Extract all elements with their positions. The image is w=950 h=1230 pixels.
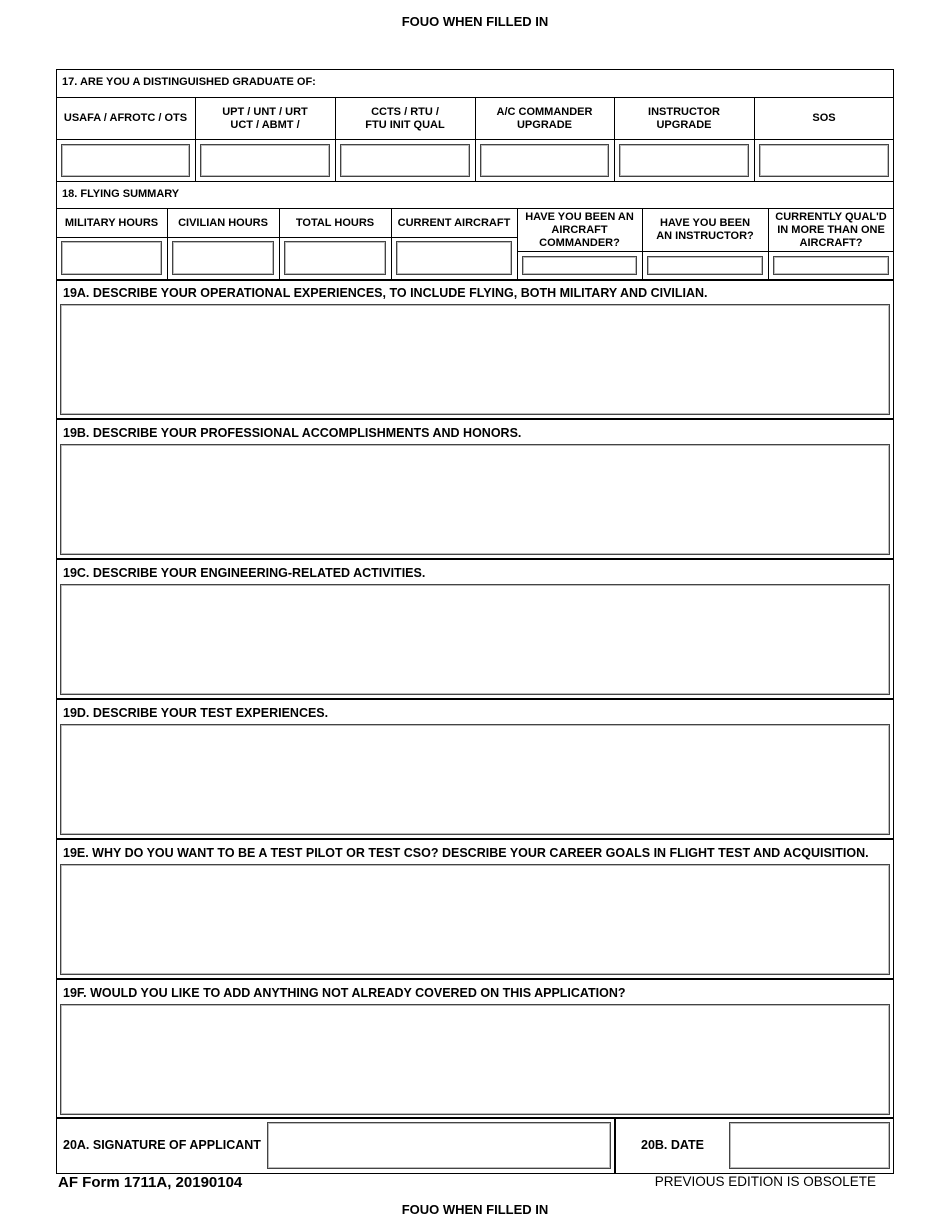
divider	[768, 251, 894, 252]
signature-label: 20A. SIGNATURE OF APPLICANT	[63, 1138, 261, 1152]
divider	[56, 279, 894, 281]
divider	[56, 418, 894, 420]
section-19-textarea[interactable]	[60, 444, 890, 555]
section-18-field[interactable]	[284, 241, 386, 275]
divider	[56, 1117, 894, 1119]
signature-field[interactable]	[267, 1122, 611, 1169]
section-18-column-header: HAVE YOU BEEN AN AIRCRAFT COMMANDER?	[525, 210, 634, 249]
section-17-title: 17. ARE YOU A DISTINGUISHED GRADUATE OF:	[62, 76, 316, 88]
divider	[642, 208, 643, 279]
section-18-field[interactable]	[647, 256, 763, 275]
divider	[279, 208, 280, 279]
divider	[391, 208, 392, 279]
divider	[167, 237, 279, 238]
section-17-field[interactable]	[340, 144, 470, 177]
divider	[56, 978, 894, 980]
section-18-column-header: CURRENTLY QUAL'D IN MORE THAN ONE AIRCRAFT?	[775, 210, 887, 249]
section-17-column-header: SOS	[812, 112, 836, 124]
divider	[517, 251, 642, 252]
date-field[interactable]	[729, 1122, 890, 1169]
section-18-column-header: TOTAL HOURS	[295, 216, 375, 229]
section-18-column-header: CURRENT AIRCRAFT	[397, 216, 511, 229]
divider	[56, 558, 894, 560]
section-19-label: 19C. DESCRIBE YOUR ENGINEERING-RELATED ACTIVITIES.	[63, 566, 426, 580]
divider	[56, 838, 894, 840]
divider	[279, 237, 391, 238]
divider	[517, 208, 518, 279]
section-19-textarea[interactable]	[60, 1004, 890, 1115]
section-18-field[interactable]	[61, 241, 162, 275]
section-19-label: 19D. DESCRIBE YOUR TEST EXPERIENCES.	[63, 706, 329, 720]
divider	[56, 139, 894, 140]
section-17-field[interactable]	[200, 144, 330, 177]
section-18-column-header: HAVE YOU BEEN AN INSTRUCTOR?	[656, 217, 754, 242]
date-label: 20B. DATE	[641, 1138, 704, 1152]
divider	[56, 181, 894, 182]
section-19-textarea[interactable]	[60, 864, 890, 975]
section-19-textarea[interactable]	[60, 584, 890, 695]
divider	[614, 1117, 616, 1174]
edition-note: PREVIOUS EDITION IS OBSOLETE	[654, 1174, 876, 1189]
section-19-label: 19E. WHY DO YOU WANT TO BE A TEST PILOT OR TEST CSO? DESCRIBE YOUR CAREER GOALS IN FLIGHT TEST AND ACQUISITION.	[63, 846, 869, 860]
form-id: AF Form 1711A, 20190104	[58, 1174, 243, 1191]
section-17-column-header: CCTS / RTU / FTU INIT QUAL	[365, 105, 445, 131]
section-17-column-header: USAFA / AFROTC / OTS	[63, 112, 188, 124]
section-17-field[interactable]	[759, 144, 889, 177]
classification-header: FOUO WHEN FILLED IN	[401, 14, 549, 29]
section-19-label: 19B. DESCRIBE YOUR PROFESSIONAL ACCOMPLISHMENTS AND HONORS.	[63, 426, 522, 440]
section-17-field[interactable]	[619, 144, 749, 177]
section-18-title: 18. FLYING SUMMARY	[62, 188, 180, 200]
section-19-label: 19F. WOULD YOU LIKE TO ADD ANYTHING NOT ALREADY COVERED ON THIS APPLICATION?	[63, 986, 626, 1000]
section-17-field[interactable]	[61, 144, 190, 177]
section-19-textarea[interactable]	[60, 304, 890, 415]
divider	[167, 208, 168, 279]
divider	[391, 237, 517, 238]
section-19-label: 19A. DESCRIBE YOUR OPERATIONAL EXPERIENCES, TO INCLUDE FLYING, BOTH MILITARY AND CIVILIAN.	[63, 286, 708, 300]
section-19-textarea[interactable]	[60, 724, 890, 835]
section-18-field[interactable]	[773, 256, 889, 275]
section-18-field[interactable]	[172, 241, 274, 275]
section-18-column-header: MILITARY HOURS	[64, 216, 159, 229]
divider	[768, 208, 769, 279]
section-17-column-header: A/C COMMANDER UPGRADE	[496, 105, 593, 131]
divider	[56, 698, 894, 700]
section-17-column-header: INSTRUCTOR UPGRADE	[648, 105, 720, 131]
divider	[56, 237, 167, 238]
section-17-column-header: UPT / UNT / URT UCT / ABMT /	[222, 105, 308, 131]
section-17-field[interactable]	[480, 144, 609, 177]
divider	[642, 251, 768, 252]
classification-footer: FOUO WHEN FILLED IN	[401, 1202, 549, 1217]
section-18-column-header: CIVILIAN HOURS	[178, 216, 268, 229]
section-18-field[interactable]	[522, 256, 637, 275]
section-18-field[interactable]	[396, 241, 512, 275]
